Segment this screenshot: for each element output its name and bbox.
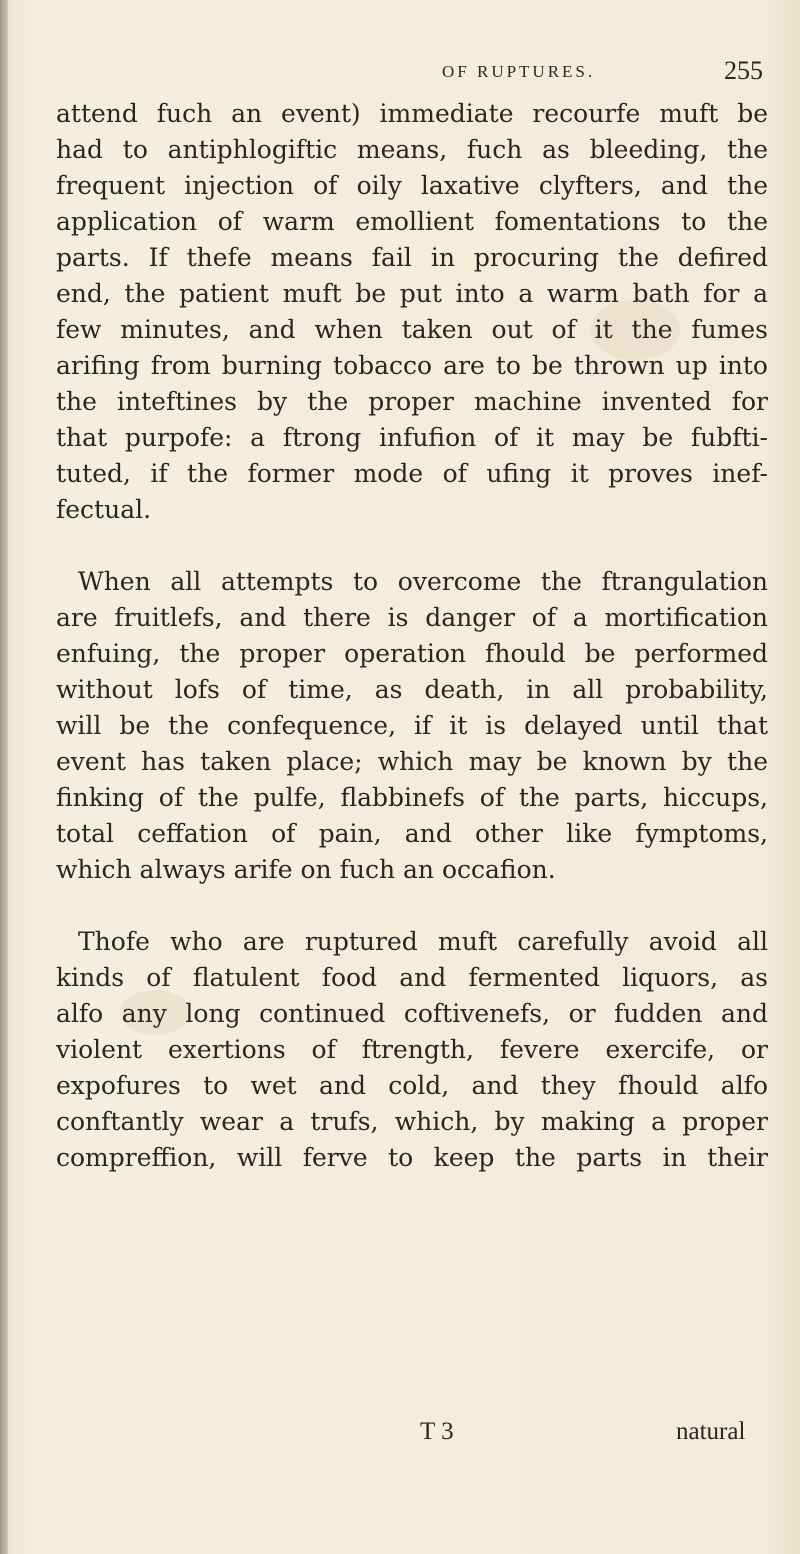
paragraph [56, 564, 768, 888]
text-line: enfuing, the proper operation fhould be performed [56, 639, 768, 668]
text-line: will be the confequence, if it is delayed until that [56, 711, 768, 740]
text-line: are fruitlefs, and there is danger of a mortification [56, 603, 768, 632]
text-line: which always arife on fuch an occafion. [56, 855, 556, 884]
page-spine-shadow [0, 0, 8, 1554]
text-line: had to antiphlogiftic means, fuch as bleeding, the [56, 135, 768, 164]
text-line: fectual. [56, 495, 152, 524]
text-line: end, the patient muft be put into a warm bath for a [56, 279, 768, 308]
text-line: When all attempts to overcome the ftrangulation [78, 567, 768, 596]
page-footer [0, 1418, 800, 1460]
text-line: few minutes, and when taken out of it the fumes [56, 315, 768, 344]
text-line: frequent injection of oily laxative clyfters, and the [56, 171, 768, 200]
text-line: kinds of flatulent food and fermented liquors, as [56, 963, 768, 992]
text-line: the inteftines by the proper machine invented for [56, 387, 768, 416]
text-line: that purpofe: a ftrong infufion of it may be fubfti- [56, 423, 768, 452]
text-line: expofures to wet and cold, and they fhould alfo [56, 1071, 768, 1100]
text-line: finking of the pulfe, flabbinefs of the parts, hiccups, [56, 783, 768, 812]
text-line: parts. If thefe means fail in procuring the defired [56, 243, 768, 272]
text-line: conftantly wear a trufs, which, by making a proper [56, 1107, 768, 1136]
text-line: violent exertions of ftrength, fevere exercife, or [56, 1035, 768, 1064]
text-line: arifing from burning tobacco are to be thrown up into [56, 351, 768, 380]
page-number: 255 [724, 56, 763, 85]
text-line: compreffion, will ferve to keep the parts in their [56, 1143, 768, 1172]
text-line: without lofs of time, as death, in all probability, [56, 675, 768, 704]
paragraph [56, 924, 768, 1176]
catchword: natural [676, 1418, 746, 1445]
text-line: total ceffation of pain, and other like fymptoms, [56, 819, 768, 848]
text-line: application of warm emollient fomentations to the [56, 207, 768, 236]
running-head: OF RUPTURES. [442, 62, 596, 81]
signature-mark: T 3 [420, 1418, 454, 1445]
text-line: alfo any long continued coftivenefs, or fudden and [56, 999, 768, 1028]
paragraph [56, 96, 768, 528]
text-line: event has taken place; which may be known by the [56, 747, 768, 776]
page-header [0, 56, 800, 96]
text-line: tuted, if the former mode of ufing it proves inef- [56, 459, 768, 488]
text-line: attend fuch an event) immediate recourfe muft be [56, 99, 768, 128]
body-text [56, 96, 768, 1176]
text-line: Thofe who are ruptured muft carefully avoid all [78, 927, 768, 956]
